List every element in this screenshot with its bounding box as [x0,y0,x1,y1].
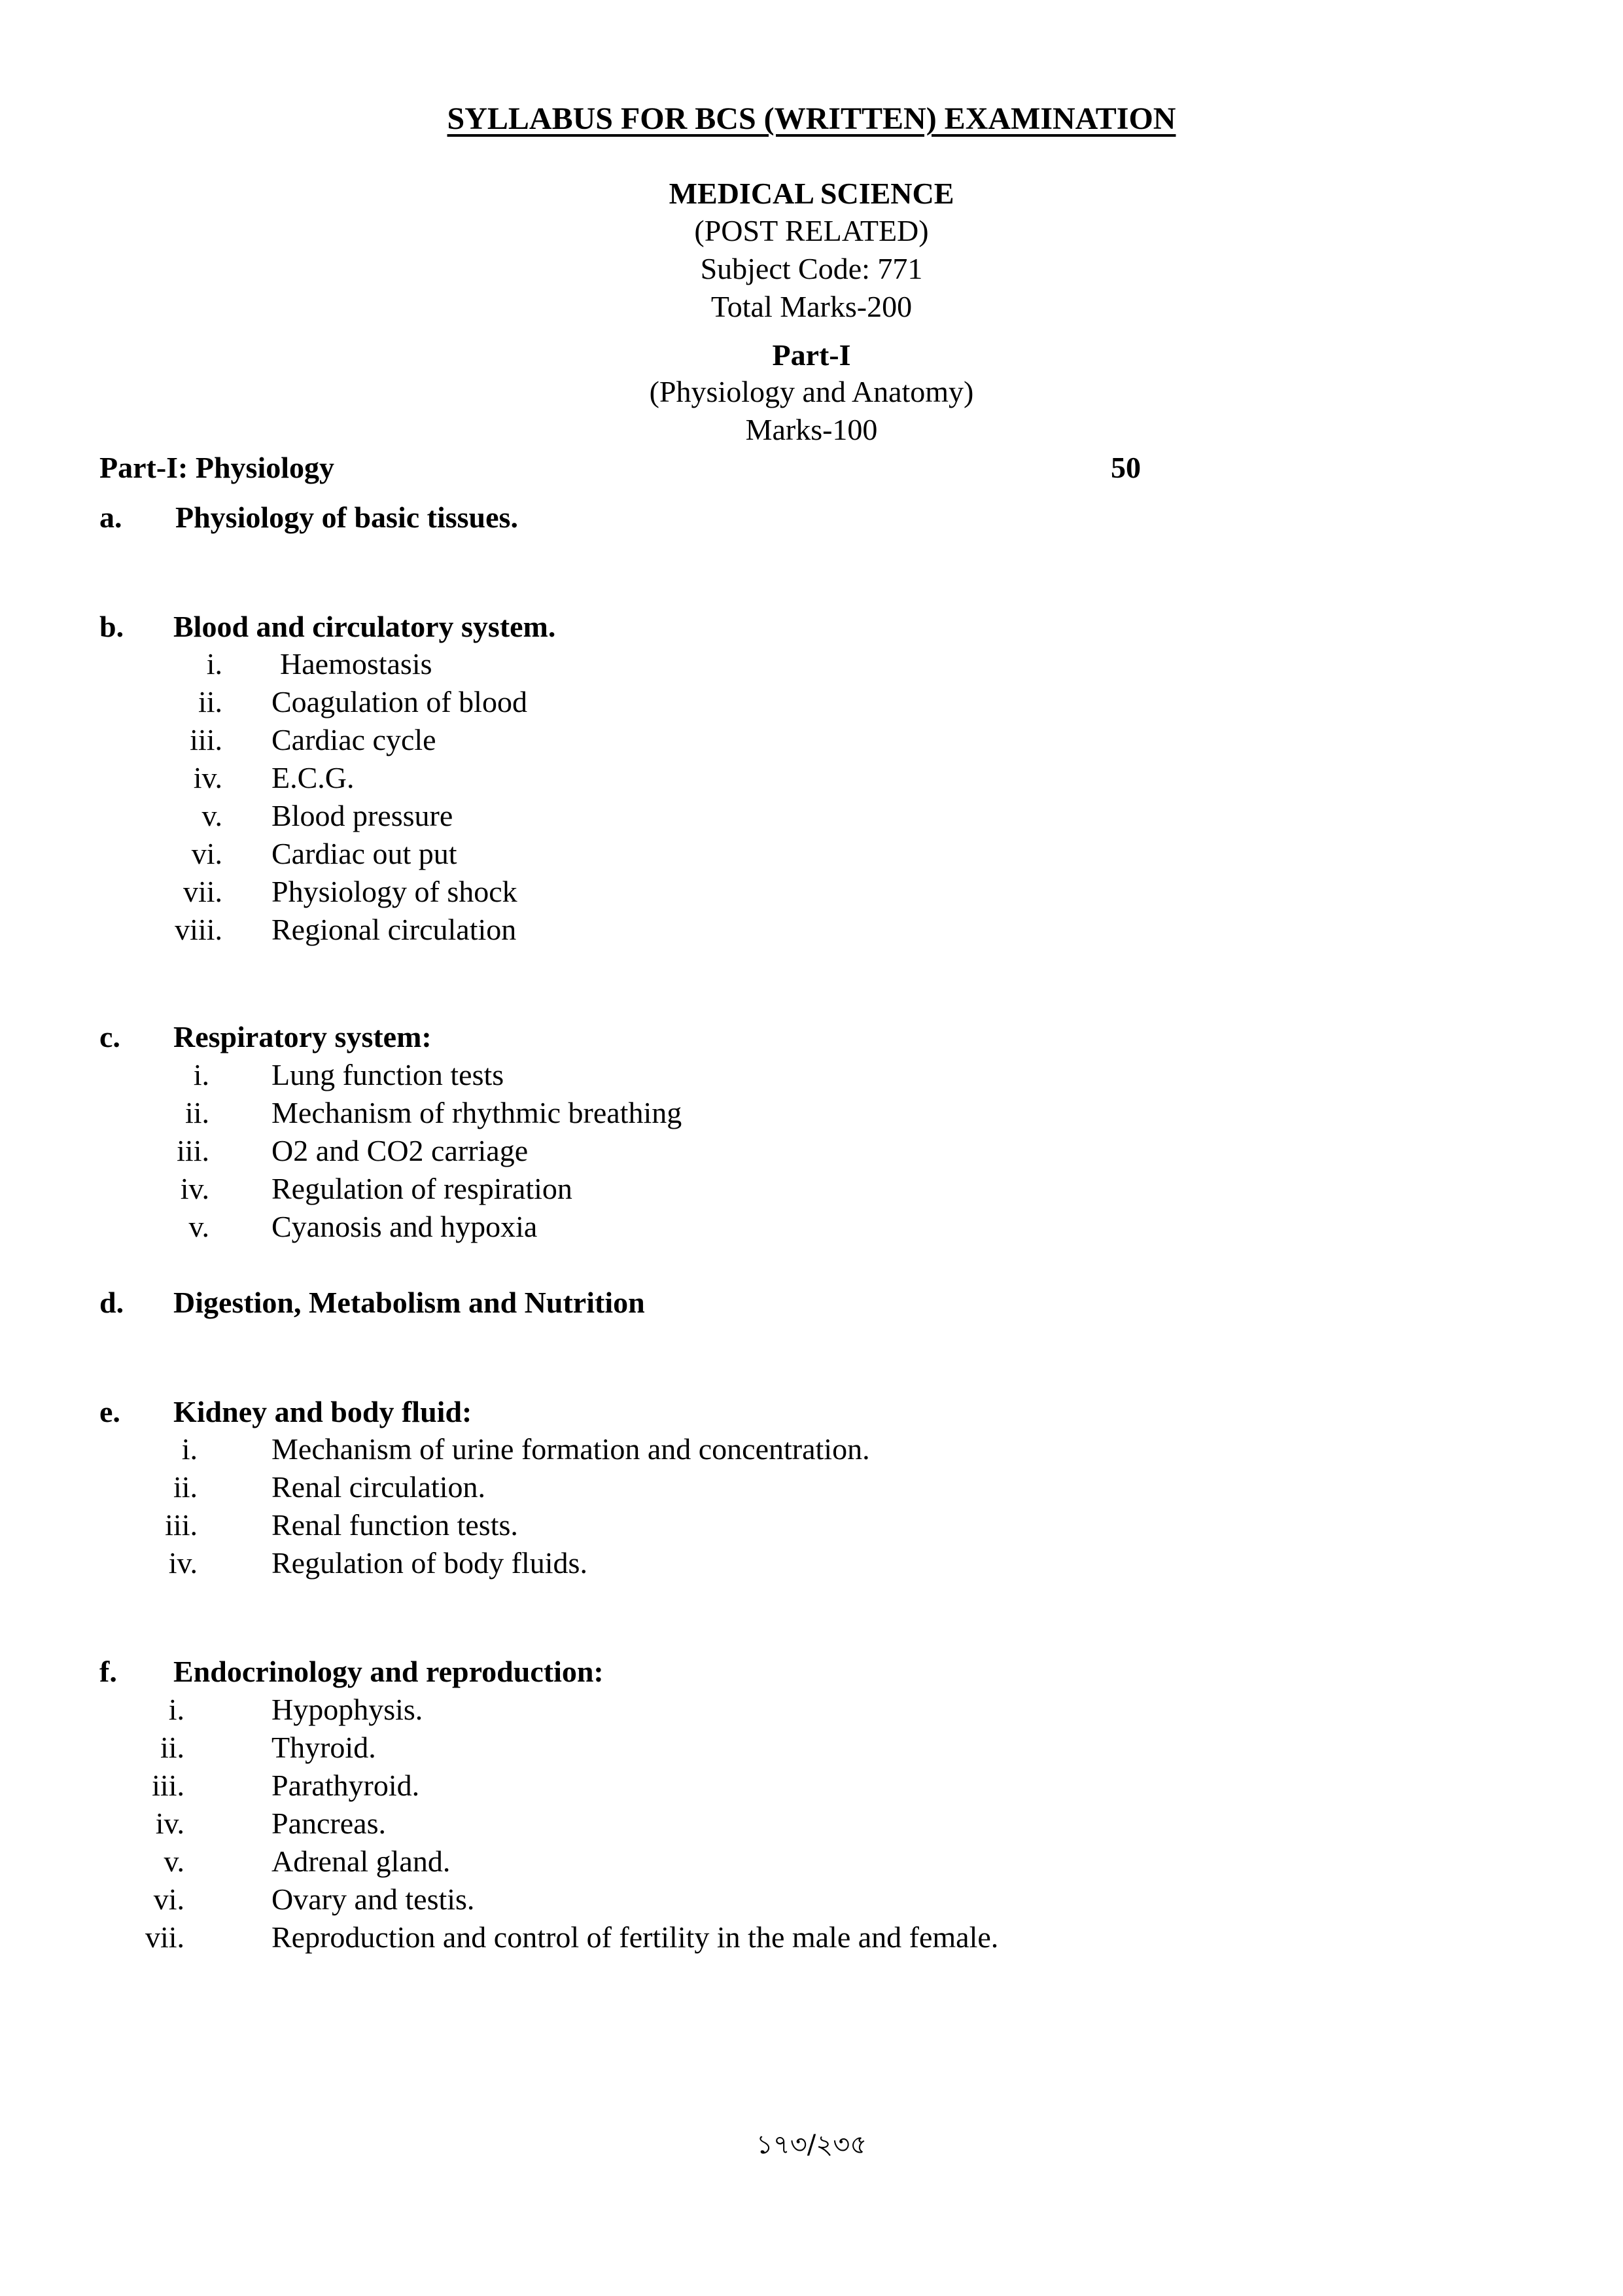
topic-c-item-2-text: Mechanism of rhythmic breathing [271,1096,682,1129]
topic-e-item-3-text: Renal function tests. [271,1508,518,1542]
section-title: Part-I: Physiology [99,451,335,484]
topic-c-item-4-num: iv. [180,1172,209,1205]
subject-title: MEDICAL SCIENCE [669,177,954,210]
page-title: SYLLABUS FOR BCS (WRITTEN) EXAMINATION [447,101,1176,136]
section-marks: 50 [1111,451,1141,484]
topic-c-item-1-num: i. [193,1058,209,1091]
topic-f-item-1-text: Hypophysis. [271,1693,423,1726]
topic-e-item-1-text: Mechanism of urine formation and concentration. [271,1432,870,1466]
topic-e-item-3-num: iii. [165,1508,198,1542]
topic-e-item-4-text: Regulation of body fluids. [271,1546,587,1580]
part-subtitle: (Physiology and Anatomy) [649,375,974,408]
topic-f-item-6-text: Ovary and testis. [271,1882,475,1916]
topic-d-heading: Digestion, Metabolism and Nutrition [173,1286,645,1319]
topic-f-letter: f. [99,1655,117,1688]
topic-f-item-4-num: iv. [155,1807,184,1840]
part-marks: Marks-100 [745,413,878,446]
topic-b-item-8-num: viii. [175,913,222,946]
topic-e-item-2-num: ii. [173,1470,198,1504]
topic-c-item-3-num: iii. [177,1134,209,1167]
topic-b-item-7-num: vii. [183,875,222,908]
topic-b-heading: Blood and circulatory system. [173,610,556,643]
topic-b-item-7-text: Physiology of shock [271,875,517,908]
topic-f-item-2-num: ii. [160,1731,184,1764]
topic-b-item-2-text: Coagulation of blood [271,685,527,718]
topic-c-item-4-text: Regulation of respiration [271,1172,572,1205]
topic-f-item-4-text: Pancreas. [271,1807,386,1840]
topic-b-item-1-text: Haemostasis [280,647,432,680]
topic-f-item-3-text: Parathyroid. [271,1769,420,1802]
topic-f-item-5-num: v. [164,1845,184,1878]
topic-a-letter: a. [99,501,122,534]
topic-c-item-5-text: Cyanosis and hypoxia [271,1210,538,1243]
topic-f-item-1-num: i. [168,1693,184,1726]
topic-c-item-2-num: ii. [184,1096,209,1129]
topic-c-heading: Respiratory system: [173,1020,432,1053]
part-title: Part-I [772,338,851,372]
topic-b-item-4-text: E.C.G. [271,761,355,794]
topic-f-item-6-num: vi. [153,1882,184,1916]
topic-b-item-4-num: iv. [193,761,222,794]
topic-e-heading: Kidney and body fluid: [173,1395,472,1428]
topic-c-letter: c. [99,1020,120,1053]
topic-e-item-2-text: Renal circulation. [271,1470,485,1504]
topic-b-letter: b. [99,610,124,643]
topic-f-heading: Endocrinology and reproduction: [173,1655,604,1688]
topic-b-item-5-text: Blood pressure [271,799,453,832]
topic-f-item-2-text: Thyroid. [271,1731,376,1764]
topic-d-letter: d. [99,1286,124,1319]
topic-b-item-2-num: ii. [198,685,222,718]
topic-e-letter: e. [99,1395,120,1428]
topic-c-item-3-text: O2 and CO2 carriage [271,1134,529,1167]
topic-e-item-1-num: i. [181,1432,198,1466]
topic-b-item-6-num: vi. [191,837,222,870]
topic-e-item-4-num: iv. [168,1546,198,1580]
topic-b-item-5-num: v. [201,799,222,832]
topic-b-item-3-text: Cardiac cycle [271,723,436,756]
topic-b-item-1-num: i. [206,647,222,680]
topic-f-item-7-num: vii. [145,1920,184,1954]
topic-f-item-5-text: Adrenal gland. [271,1845,451,1878]
topic-f-item-7-text: Reproduction and control of fertility in the male and female. [271,1920,999,1954]
topic-b-item-6-text: Cardiac out put [271,837,457,870]
total-marks: Total Marks-200 [710,290,913,323]
topic-c-item-5-num: v. [188,1210,209,1243]
topic-c-item-1-text: Lung function tests [271,1058,504,1091]
topic-f-item-3-num: iii. [152,1769,184,1802]
topic-b-item-8-text: Regional circulation [271,913,517,946]
topic-b-item-3-num: iii. [190,723,222,756]
post-label: (POST RELATED) [694,214,929,247]
page-number: ১৭৩/২৩৫ [756,2130,867,2160]
topic-a-heading: Physiology of basic tissues. [175,501,518,534]
subject-code: Subject Code: 771 [700,252,923,285]
